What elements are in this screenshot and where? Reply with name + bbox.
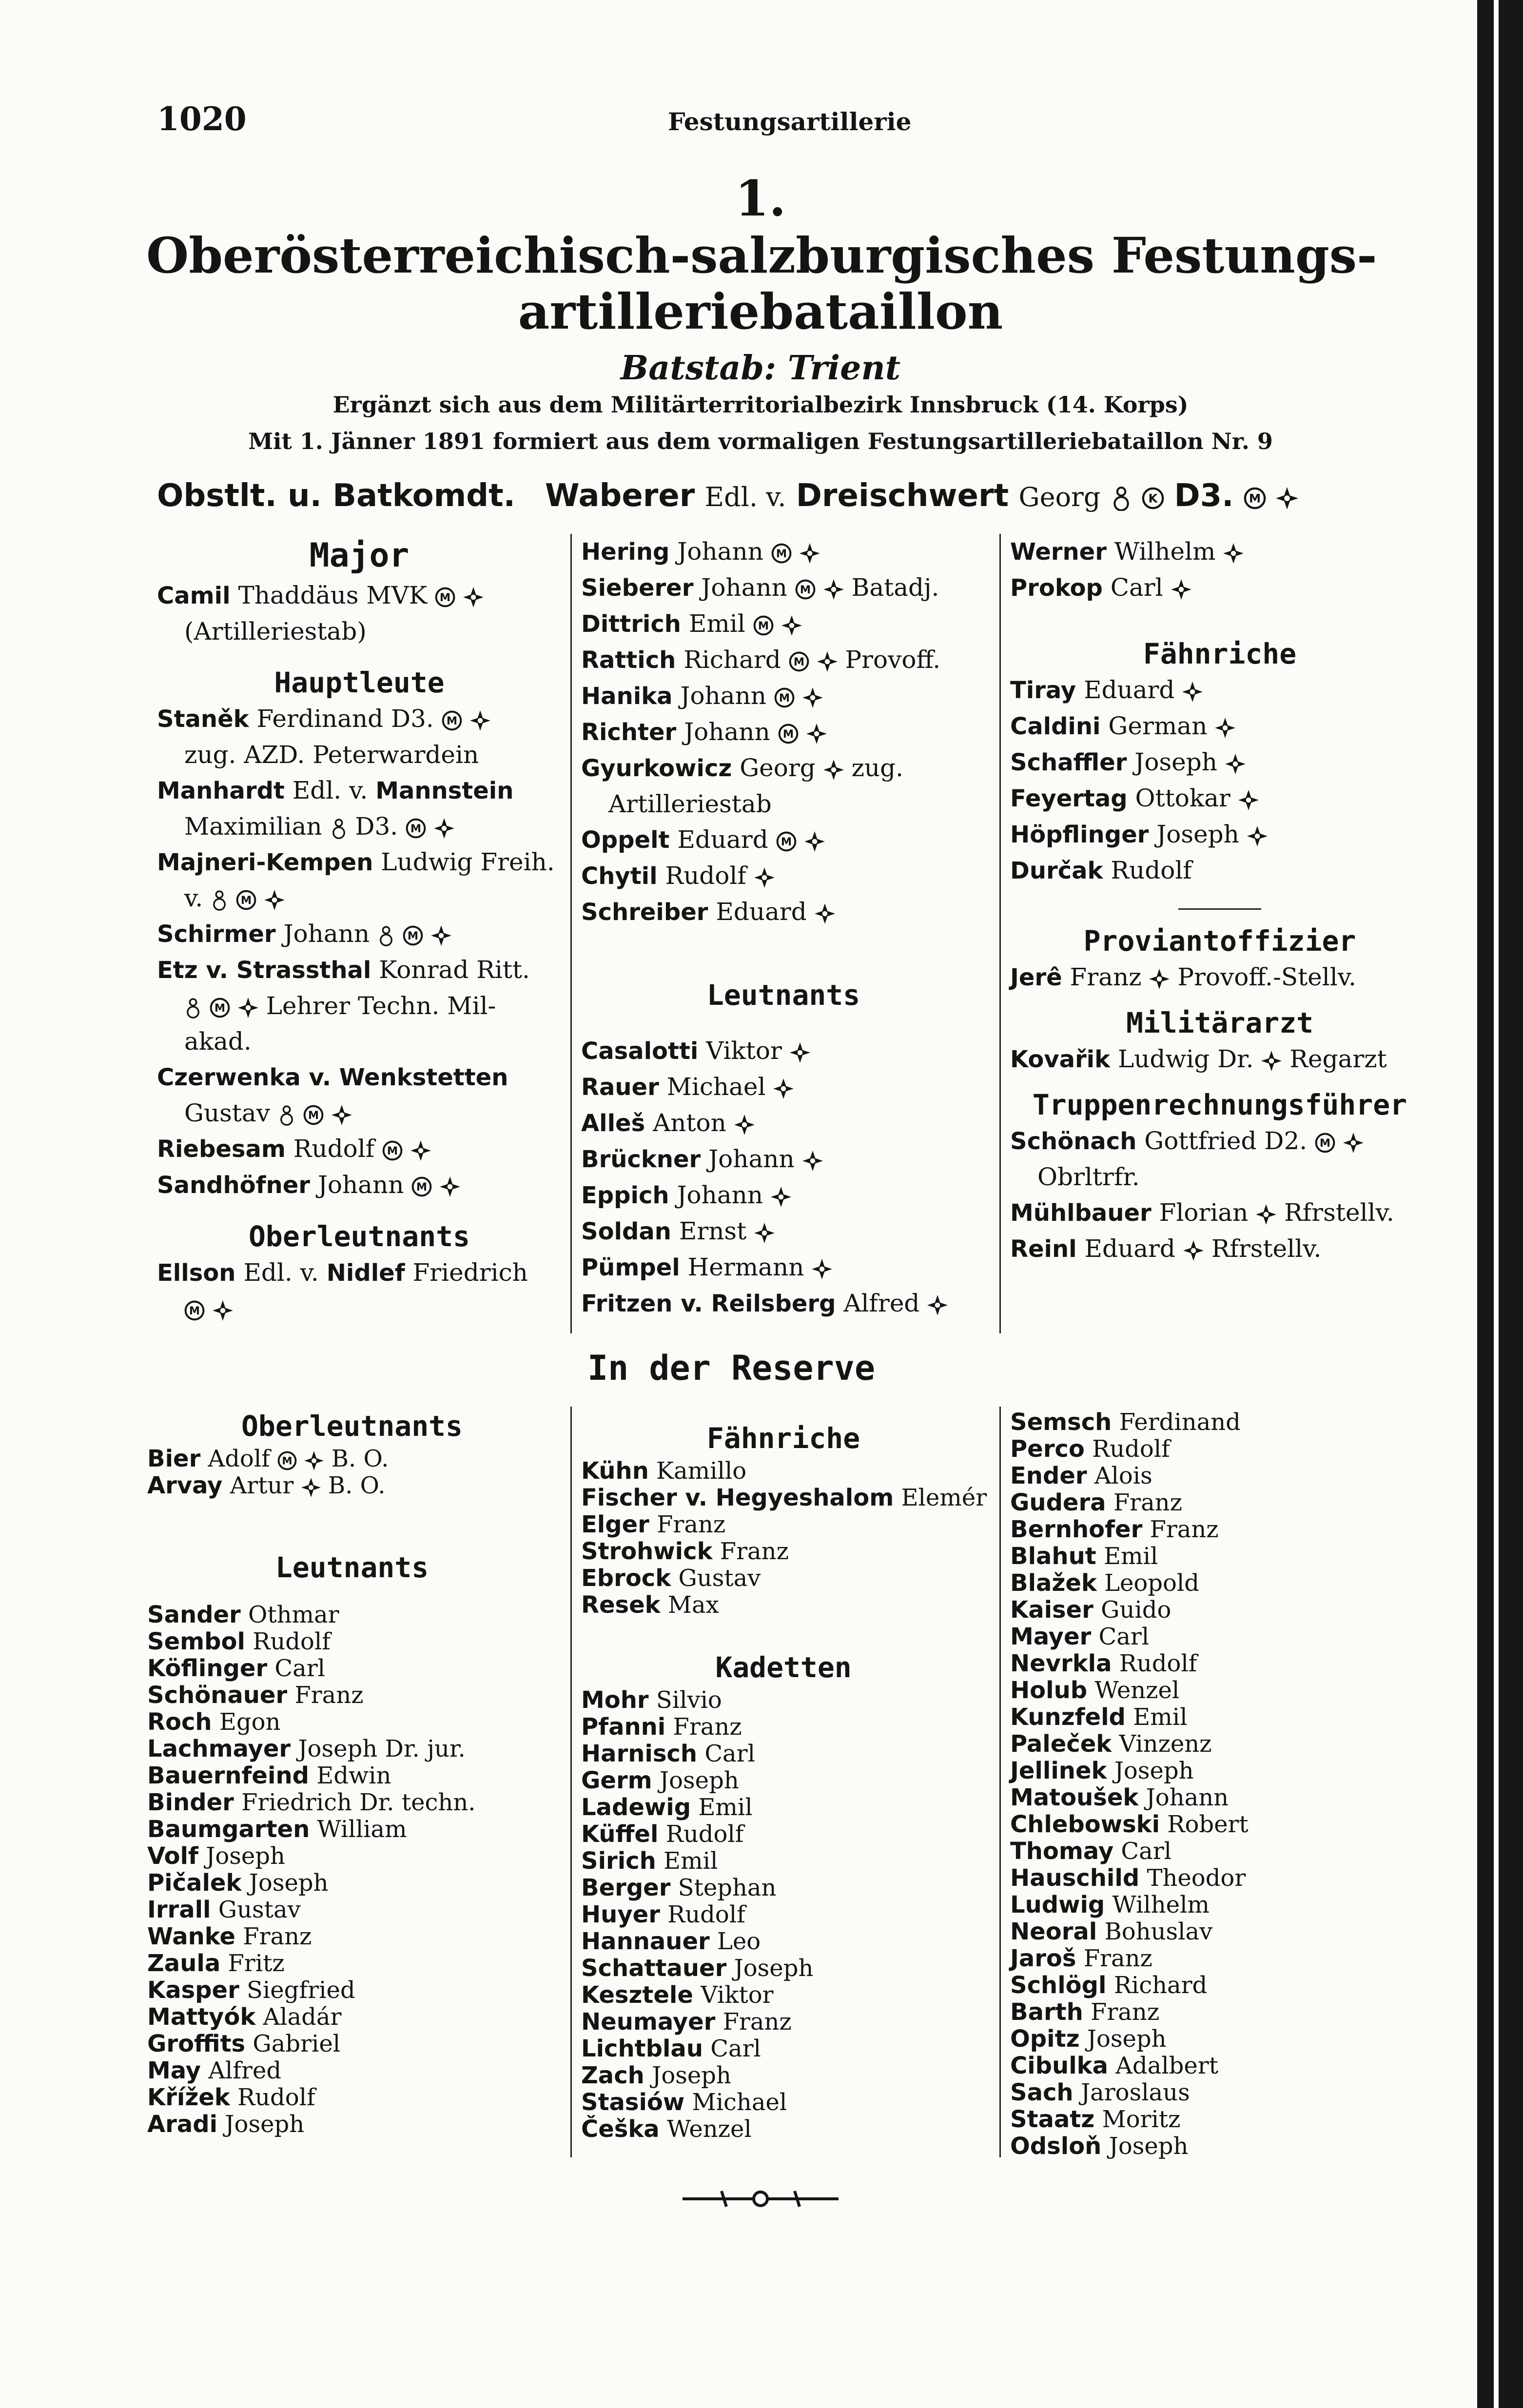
list-item: Prokop Carl xyxy=(1010,570,1429,606)
list-item: Rauer Michael xyxy=(581,1069,986,1105)
list-item-note: (Artilleriestab) xyxy=(184,617,367,646)
unit-title-line1: Oberösterreichisch-salzburgisches Festungs- xyxy=(146,227,1377,284)
medal-icon xyxy=(778,724,799,744)
section-number: 1. xyxy=(735,170,786,227)
list-item: Mattyók Aladár xyxy=(147,2003,342,2031)
medal-icon xyxy=(406,818,426,839)
column-2 xyxy=(581,534,986,1322)
medal-icon xyxy=(303,1105,324,1125)
cross-icon xyxy=(332,1105,352,1125)
cross-icon xyxy=(1225,754,1246,774)
list-item: Ludwig Wilhelm xyxy=(1010,1891,1210,1919)
medal-icon xyxy=(774,687,795,708)
list-item-cont: Gustav xyxy=(157,1096,562,1131)
list-item: Staněk Ferdinand D3. xyxy=(157,701,562,737)
list-item: Caldini German xyxy=(1010,708,1429,744)
list-item: Reinl Eduard Rfrstellv. xyxy=(1010,1234,1322,1263)
cross-icon xyxy=(1343,1133,1364,1153)
medal-icon xyxy=(411,1176,432,1197)
cross-icon xyxy=(817,651,838,672)
column-divider xyxy=(999,1407,1001,2157)
column-1 xyxy=(157,534,562,1327)
list-item: Groffits Gabriel xyxy=(147,2030,341,2057)
cross-icon xyxy=(1261,1051,1282,1071)
list-item-cont: Artilleriestab xyxy=(608,790,772,818)
formation-line: Mit 1. Jänner 1891 formiert aus dem vormaligen Festungsartilleriebataillon Nr. 9 xyxy=(248,428,1273,454)
list-item: Aradi Joseph xyxy=(147,2111,305,2138)
commander-name2: Dreischwert xyxy=(796,478,1009,514)
list-item: Ender Alois xyxy=(1010,1462,1152,1489)
list-item: Ebrock Gustav xyxy=(581,1565,761,1592)
list-item: Czerwenka v. Wenkstetten xyxy=(157,1064,508,1091)
section-heading-hauptleute: Hauptleute xyxy=(274,666,445,699)
cross-icon xyxy=(781,615,802,636)
list-item: Odsloň Joseph xyxy=(1010,2133,1189,2160)
list-item: Dittrich Emil xyxy=(581,606,986,642)
list-item: Zach Joseph xyxy=(581,2062,731,2089)
list-item: Schönach Gottfried D2. xyxy=(1010,1123,1429,1159)
medal-icon xyxy=(382,1140,403,1161)
list-item: Resek Max xyxy=(581,1591,719,1619)
cross-icon xyxy=(802,687,823,708)
reserve-column-1 xyxy=(147,1407,557,2138)
list-item: Semsch Ferdinand xyxy=(1010,1409,1241,1436)
list-item-cont xyxy=(157,1291,562,1327)
recruitment-line: Ergänzt sich aus dem Militärterritorialbezirk Innsbruck (14. Korps) xyxy=(332,392,1189,418)
list-item-cont: Maximilian D3. xyxy=(157,809,562,844)
section-heading-proviantoffizier: Proviantoffizier xyxy=(1083,924,1356,958)
list-item: Kaiser Guido xyxy=(1010,1596,1172,1624)
medal-icon xyxy=(236,890,256,910)
cross-icon xyxy=(806,724,827,744)
list-item-note: zug. AZD. Peterwardein xyxy=(184,741,479,769)
list-item: Arvay Artur B. O. xyxy=(147,1472,386,1499)
column-divider xyxy=(570,1407,572,2157)
medal-icon xyxy=(403,925,423,946)
list-item-cont: akad. xyxy=(184,1027,252,1056)
cross-icon xyxy=(434,818,454,839)
cross-icon xyxy=(815,903,835,924)
section-heading-militararzt: Militärarzt xyxy=(1126,1006,1314,1039)
list-item: Etz v. Strassthal Konrad Ritt. xyxy=(157,956,530,984)
list-item: Kühn Kamillo xyxy=(581,1457,747,1485)
list-item: Soldan Ernst xyxy=(581,1214,986,1250)
commander-surname: Waberer xyxy=(545,478,695,514)
page-number: 1020 xyxy=(157,100,247,138)
list-item: Kesztele Viktor xyxy=(581,1981,774,2009)
reserve-column-3 xyxy=(1010,1409,1429,2160)
list-item: Sander Othmar xyxy=(147,1601,339,1628)
list-item: Chlebowski Robert xyxy=(1010,1811,1249,1838)
cross-icon xyxy=(440,1176,460,1197)
list-item: Cibulka Adalbert xyxy=(1010,2052,1218,2079)
running-head: Festungsartillerie xyxy=(668,107,912,136)
list-item: Ellson Edl. v. Nidlef Friedrich xyxy=(157,1258,528,1287)
medal-icon xyxy=(753,615,774,636)
list-item: Baumgarten William xyxy=(147,1816,407,1843)
cross-icon xyxy=(1182,682,1203,702)
list-item: Gudera Franz xyxy=(1010,1489,1182,1516)
list-item: Pfanni Franz xyxy=(581,1713,742,1741)
list-item: Köflinger Carl xyxy=(147,1655,326,1682)
list-item: Strohwick Franz xyxy=(581,1538,789,1565)
column-divider xyxy=(570,534,572,1333)
cross-icon xyxy=(1215,718,1235,738)
list-item: Camil Thaddäus MVK xyxy=(157,578,562,614)
section-heading-major: Major xyxy=(309,536,410,575)
list-item: Sandhöfner Johann xyxy=(157,1167,562,1203)
list-item: Sirich Emil xyxy=(581,1847,718,1875)
cross-icon xyxy=(1256,1204,1276,1225)
ribbon-icon xyxy=(1111,486,1132,511)
list-item: Pümpel Hermann xyxy=(581,1250,986,1286)
cross-icon xyxy=(804,831,825,852)
list-item: Gyurkowicz Georg zug. xyxy=(581,754,904,782)
reserve-fahnriche-list xyxy=(581,1458,986,1619)
list-item: Lichtblau Carl xyxy=(581,2035,761,2062)
list-item: Stasiów Michael xyxy=(581,2089,787,2116)
cross-icon xyxy=(773,1078,794,1099)
ribbon-icon xyxy=(278,1104,295,1126)
list-item: Kasper Siegfried xyxy=(147,1977,355,2004)
cross-icon xyxy=(754,1223,775,1243)
cross-icon xyxy=(927,1295,948,1315)
cross-icon xyxy=(1247,826,1268,846)
list-item: Feyertag Ottokar xyxy=(1010,781,1429,817)
section-heading-leutnants: Leutnants xyxy=(706,979,860,1012)
list-item: Schattauer Joseph xyxy=(581,1955,814,1982)
list-item-cont: Obrltrfr. xyxy=(1037,1163,1140,1191)
section-heading-reserve: In der Reserve xyxy=(587,1348,875,1388)
medal-icon xyxy=(789,651,809,672)
medal-icon xyxy=(435,587,455,607)
list-item: Lachmayer Joseph Dr. jur. xyxy=(147,1735,466,1762)
list-item: Brückner Johann xyxy=(581,1141,986,1177)
list-item: Bauernfeind Edwin xyxy=(147,1762,391,1789)
list-item: Schlögl Richard xyxy=(1010,1972,1208,1999)
medal-icon xyxy=(442,710,462,731)
cross-icon xyxy=(431,925,451,946)
list-item-cont: Lehrer Techn. Mil- xyxy=(157,988,562,1024)
list-item: Huyer Rudolf xyxy=(581,1901,745,1928)
list-item: Ladewig Emil xyxy=(581,1794,753,1821)
section-divider xyxy=(1178,908,1261,910)
list-item: Wanke Franz xyxy=(147,1923,312,1950)
end-ornament xyxy=(678,2184,843,2213)
column-divider xyxy=(999,534,1001,1333)
reserve-column-2 xyxy=(581,1419,986,2143)
list-item: Manhardt Edl. v. Mannstein xyxy=(157,776,514,804)
list-item: Volf Joseph xyxy=(147,1842,285,1870)
list-item: Schirmer Johann xyxy=(157,916,562,952)
list-item: Riebesam Rudolf xyxy=(157,1131,562,1167)
list-item: Irrall Gustav xyxy=(147,1896,301,1923)
list-item: Fritzen v. Reilsberg Alfred xyxy=(581,1286,986,1322)
cross-icon xyxy=(470,710,490,731)
list-item: Germ Joseph xyxy=(581,1767,739,1794)
list-item: Kovařik Ludwig Dr. Regarzt xyxy=(1010,1045,1387,1073)
medal-icon xyxy=(1244,487,1266,509)
list-item: Sach Jaroslaus xyxy=(1010,2079,1190,2106)
list-item: Zaula Fritz xyxy=(147,1950,285,1977)
list-item: Nevrkla Rudolf xyxy=(1010,1650,1197,1677)
medal-icon xyxy=(1315,1133,1335,1153)
list-item: Roch Egon xyxy=(147,1708,281,1736)
cross-icon xyxy=(790,1042,810,1063)
section-heading-reserve-oberleutnants: Oberleutnants xyxy=(241,1410,463,1443)
list-item: Richter Johann xyxy=(581,714,986,750)
cross-icon xyxy=(754,867,775,888)
medal-icon xyxy=(771,543,792,564)
unit-title-line2: artilleriebataillon xyxy=(518,283,1003,340)
cross-icon xyxy=(812,1259,832,1279)
list-item: Binder Friedrich Dr. techn. xyxy=(147,1789,476,1816)
cross-icon xyxy=(823,579,844,600)
list-item: Hanika Johann xyxy=(581,678,986,714)
list-item: Bernhofer Franz xyxy=(1010,1516,1219,1543)
list-item: Fischer v. Hegyeshalom Elemér xyxy=(581,1484,987,1511)
list-item: Berger Stephan xyxy=(581,1874,777,1901)
cross-icon xyxy=(771,1187,791,1207)
list-item: Češka Wenzel xyxy=(581,2115,752,2143)
ribbon-icon xyxy=(330,818,348,839)
cross-icon xyxy=(301,1478,321,1497)
cross-icon xyxy=(1276,487,1298,509)
list-item: Rattich Richard Provoff. xyxy=(581,646,941,674)
list-item: Jerê Franz Provoff.-Stellv. xyxy=(1010,963,1356,991)
commander-role: Obstlt. u. Batkomdt. xyxy=(157,478,515,514)
list-item: Matoušek Johann xyxy=(1010,1784,1229,1811)
medal-icon xyxy=(776,831,797,852)
list-item: Paleček Vinzenz xyxy=(1010,1730,1212,1758)
list-item: Kunzfeld Emil xyxy=(1010,1703,1188,1731)
list-item: Blahut Emil xyxy=(1010,1543,1158,1570)
ribbon-icon xyxy=(211,889,228,911)
k-medal-icon xyxy=(1142,487,1164,509)
list-item: Barth Franz xyxy=(1010,1998,1160,2026)
cross-icon xyxy=(410,1140,431,1161)
medal-icon xyxy=(184,1300,205,1321)
cross-icon xyxy=(802,1151,823,1171)
list-item: Hannauer Leo xyxy=(581,1928,761,1955)
medal-icon xyxy=(210,998,230,1018)
list-item: Oppelt Eduard xyxy=(581,822,986,858)
section-heading-fahnriche: Fähnriche xyxy=(1143,637,1297,670)
section-heading-truppenrechnungsfuhrer: Truppenrechnungsführer xyxy=(1032,1088,1407,1121)
commander-line xyxy=(157,478,1351,514)
list-item: Perco Rudolf xyxy=(1010,1435,1170,1463)
medal-icon xyxy=(277,1451,297,1470)
list-item: Küffel Rudolf xyxy=(581,1821,744,1848)
list-item: Neoral Bohuslav xyxy=(1010,1918,1213,1945)
ribbon-icon xyxy=(377,925,395,946)
section-heading-oberleutnants: Oberleutnants xyxy=(249,1220,470,1253)
list-item: Casalotti Viktor xyxy=(581,1033,986,1069)
list-item: Chytil Rudolf xyxy=(581,858,986,894)
list-item: Holub Wenzel xyxy=(1010,1677,1180,1704)
list-item: Durčak Rudolf xyxy=(1010,856,1192,884)
list-item: Schönauer Franz xyxy=(147,1682,364,1709)
list-item-cont: v. xyxy=(157,881,562,916)
cross-icon xyxy=(264,890,285,910)
list-item: Staatz Moritz xyxy=(1010,2106,1181,2133)
list-item: Opitz Joseph xyxy=(1010,2025,1167,2053)
list-item: Majneri-Kempen Ludwig Freih. xyxy=(157,848,555,876)
list-item: Eppich Johann xyxy=(581,1177,986,1214)
list-item: Jaroš Franz xyxy=(1010,1945,1152,1972)
list-item: Höpflinger Joseph xyxy=(1010,817,1429,853)
list-item: Blažek Leopold xyxy=(1010,1569,1199,1597)
list-item: Neumayer Franz xyxy=(581,2008,792,2036)
list-item: Schreiber Eduard xyxy=(581,894,986,930)
list-item: Sieberer Johann Batadj. xyxy=(581,573,939,602)
commander-given: Georg xyxy=(1018,482,1101,512)
reserve-kadetten-list-2 xyxy=(1010,1409,1429,2160)
list-item: Werner Wilhelm xyxy=(1010,534,1429,570)
list-item: Schaffler Joseph xyxy=(1010,744,1429,781)
list-item: Mühlbauer Florian Rfrstellv. xyxy=(1010,1198,1394,1227)
scan-edge xyxy=(1477,0,1523,2408)
list-item: Elger Franz xyxy=(581,1511,726,1538)
list-item: Mohr Silvio xyxy=(581,1686,722,1714)
cross-icon xyxy=(1183,1240,1204,1261)
list-item: Sembol Rudolf xyxy=(147,1628,331,1655)
ribbon-icon xyxy=(184,997,202,1018)
batstab-line: Batstab: Trient xyxy=(620,349,901,388)
cross-icon xyxy=(304,1451,324,1470)
cross-icon xyxy=(823,760,844,780)
cross-icon xyxy=(1149,969,1170,989)
cross-icon xyxy=(800,543,820,564)
cross-icon xyxy=(734,1115,755,1135)
column-3 xyxy=(1010,534,1429,1267)
list-item: Harnisch Carl xyxy=(581,1740,755,1767)
cross-icon xyxy=(1171,579,1191,600)
commander-d3: D3. xyxy=(1174,478,1234,514)
reserve-kadetten-list xyxy=(581,1687,986,2143)
list-item: Bier Adolf B. O. xyxy=(147,1445,389,1472)
section-heading-reserve-kadetten: Kadetten xyxy=(715,1651,852,1684)
cross-icon xyxy=(213,1300,233,1321)
list-item: Hauschild Theodor xyxy=(1010,1864,1246,1892)
list-item: Mayer Carl xyxy=(1010,1623,1150,1650)
list-item: Hering Johann xyxy=(581,534,986,570)
list-item: Pičalek Joseph xyxy=(147,1869,329,1897)
medal-icon xyxy=(795,579,816,600)
list-item: Alleš Anton xyxy=(581,1105,986,1141)
cross-icon xyxy=(238,998,258,1018)
list-item: Křížek Rudolf xyxy=(147,2084,315,2111)
section-heading-reserve-fahnriche: Fähnriche xyxy=(706,1422,860,1455)
list-item: Jellinek Joseph xyxy=(1010,1757,1194,1784)
commander-edl: Edl. v. xyxy=(704,482,786,512)
reserve-leutnants-list xyxy=(147,1602,557,2138)
cross-icon xyxy=(1238,790,1259,810)
list-item: Tiray Eduard xyxy=(1010,672,1429,708)
cross-icon xyxy=(1223,543,1244,564)
list-item: May Alfred xyxy=(147,2057,282,2084)
section-heading-reserve-leutnants: Leutnants xyxy=(275,1551,429,1584)
cross-icon xyxy=(463,587,484,607)
list-item: Thomay Carl xyxy=(1010,1838,1172,1865)
